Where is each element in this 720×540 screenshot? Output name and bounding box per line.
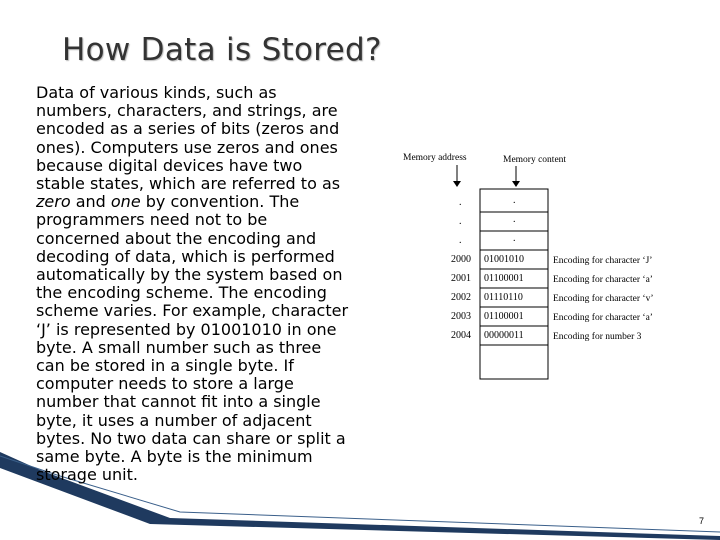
body-line: storage unit. (36, 465, 138, 485)
slide-title: How Data is Stored? (62, 32, 382, 68)
body-line: bytes. No two data can share or split a (36, 428, 346, 448)
encoding-description: Encoding for character ‘a’ (553, 313, 653, 323)
content-arrow-head (512, 181, 520, 187)
memory-content: 01100001 (484, 273, 524, 284)
body-line: same byte. A byte is the minimum (36, 447, 313, 467)
memory-address: 2003 (451, 311, 471, 322)
memory-address: 2004 (451, 330, 471, 341)
content-ellipsis: . (513, 195, 516, 206)
body-line: automatically by the system based on (36, 265, 343, 285)
content-ellipsis: . (513, 214, 516, 225)
memory-content: 01001010 (484, 254, 524, 265)
body-line: numbers, characters, and strings, are (36, 101, 338, 121)
body-line: stable states, which are referred to as (36, 174, 341, 194)
memory-content-label: Memory content (503, 155, 567, 165)
memory-address: 2002 (451, 292, 471, 303)
memory-content: 01110110 (484, 292, 523, 303)
memory-address: 2000 (451, 254, 471, 265)
body-line: decoding of data, which is performed (36, 246, 335, 266)
encoding-description: Encoding for number 3 (553, 332, 642, 342)
address-ellipsis: . (459, 235, 462, 246)
body-line: computer needs to store a large (36, 374, 294, 394)
body-line: because digital devices have two (36, 155, 303, 175)
memory-content: 01100001 (484, 311, 524, 322)
body-line: byte, it uses a number of adjacent (36, 410, 312, 430)
body-line: ones). Computers use zeros and ones (36, 137, 338, 157)
slide-number: 7 (698, 516, 704, 526)
encoding-description: Encoding for character ‘a’ (553, 275, 653, 285)
body-line: ‘J’ is represented by 01001010 in one (36, 319, 337, 339)
content-ellipsis: . (513, 233, 516, 244)
body-line: scheme varies. For example, character (36, 301, 349, 321)
body-line: concerned about the encoding and (36, 228, 317, 248)
memory-address: 2001 (451, 273, 471, 284)
address-arrow-head (453, 181, 461, 187)
encoding-description: Encoding for character ‘J’ (553, 256, 653, 266)
memory-content: 00000011 (484, 330, 524, 341)
body-line: programmers need not to be (36, 210, 268, 230)
body-line-italic: zero and one by convention. The (36, 192, 300, 212)
body-line: can be stored in a single byte. If (36, 356, 294, 376)
body-line: Data of various kinds, such as (36, 83, 277, 102)
address-ellipsis: . (459, 197, 462, 208)
body-line: the encoding scheme. The encoding (36, 283, 327, 303)
memory-address-label: Memory address (403, 153, 467, 163)
body-line: byte. A small number such as three (36, 337, 322, 357)
encoding-description: Encoding for character ‘v’ (553, 294, 654, 304)
address-ellipsis: . (459, 216, 462, 227)
body-line: number that cannot fit into a single (36, 392, 321, 412)
body-line: encoded as a series of bits (zeros and (36, 119, 340, 139)
